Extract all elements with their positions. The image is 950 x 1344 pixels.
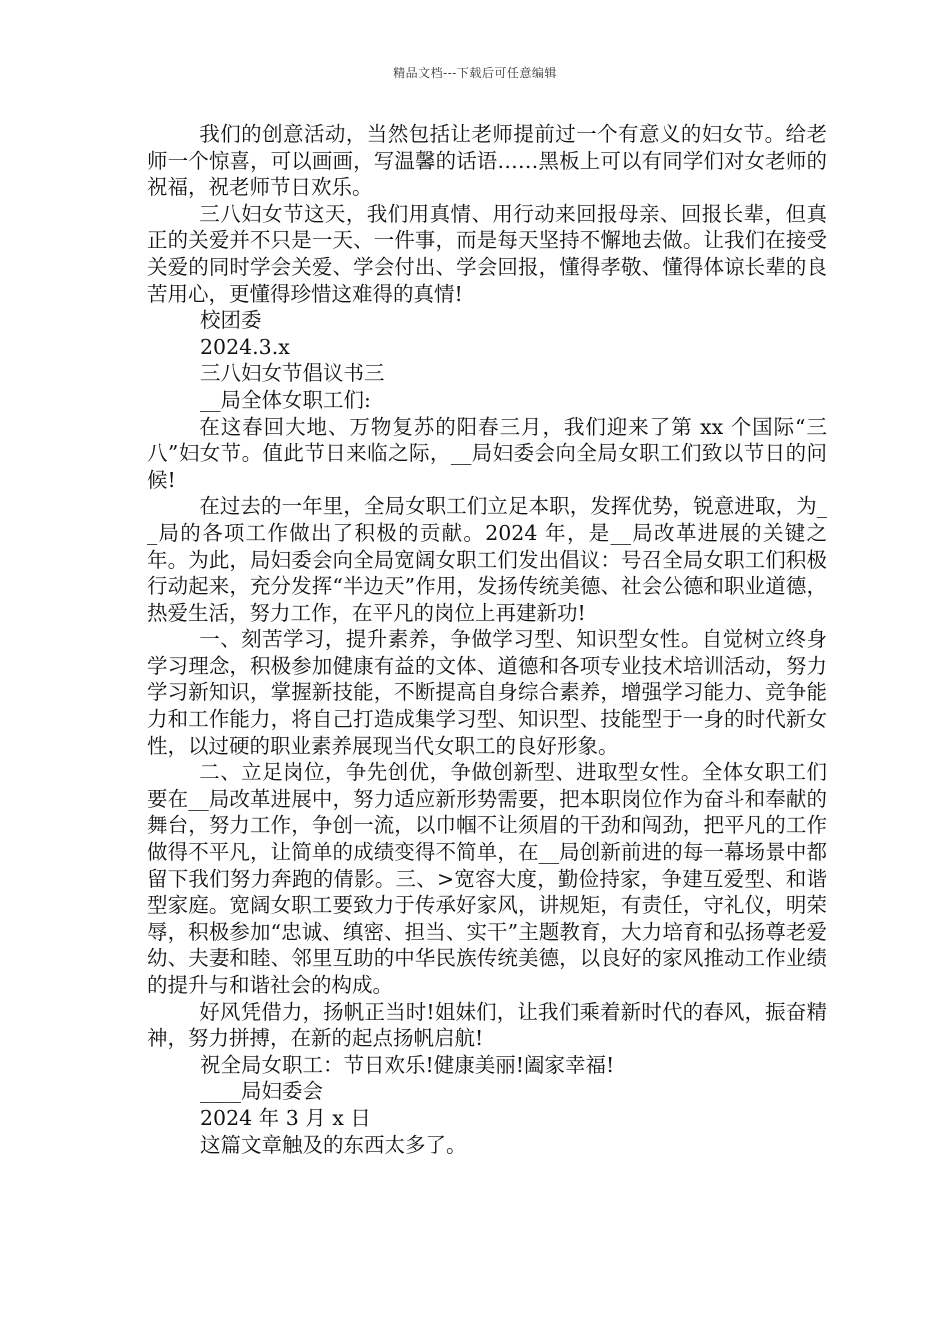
paragraph-point-one: 一、刻苦学习，提升素养，争做学习型、知识型女性。自觉树立终身学习理念，积极参加健康有益的文体、道德和各项专业技术培训活动，努力学习新知识，掌握新技能，不断提高自身综合素养，增强学习能力、竞争能力和工作能力，将自己打造成集学习型、知识型、技能型于一身的时代新女性，以过硬的职业素养展现当代女职工的良好形象。 <box>147 627 827 758</box>
paragraph-spring-greeting: 在这春回大地、万物复苏的阳春三月，我们迎来了第 xx 个国际“三八”妇女节。值此节日来临之际，__局妇委会向全局女职工们致以节日的问候! <box>147 414 827 492</box>
paragraph-creative-activity: 我们的创意活动，当然包括让老师提前过一个有意义的妇女节。给老师一个惊喜，可以画画，写温馨的话语……黑板上可以有同学们对女老师的祝福，祝老师节日欢乐。 <box>147 122 827 200</box>
paragraph-past-year: 在过去的一年里，全局女职工们立足本职，发挥优势，锐意进取，为__局的各项工作做出了积极的贡献。2024 年，是__局改革进展的关键之年。为此，局妇委会向全局宽阔女职工们发出倡议：号召全局女职工们积极行动起来，充分发挥“半边天”作用，发扬传统美德、社会公德和职业道德，热爱生活，努力工作，在平凡的岗位上再建新功! <box>147 494 827 625</box>
paragraph-point-two-three: 二、立足岗位，争先创优，争做创新型、进取型女性。全体女职工们要在__局改革进展中，努力适应新形势需要，把本职岗位作为奋斗和奉献的舞台，努力工作，争创一流，以巾帼不让须眉的干劲和闯劲，把平凡的工作做得不平凡，让简单的成绩变得不简单，在__局创新前进的每一幕场景中都留下我们努力奔跑的倩影。三、>宽容大度，勤俭持家，争建互爱型、和谐型家庭。宽阔女职工要致力于传承好家风，讲规矩，有责任，守礼仪，明荣辱，积极参加“忠诚、缜密、担当、实干”主题教育，大力培育和弘扬尊老爱幼、夫妻和睦、邻里互助的中华民族传统美德，以良好的家风推动工作业绩的提升与和谐社会的构成。 <box>147 760 827 997</box>
greeting: __局全体女职工们: <box>200 387 371 412</box>
closing-remark: 这篇文章触及的东西太多了。 <box>200 1132 467 1157</box>
date-bureau-committee: 2024 年 3 月 x 日 <box>200 1105 371 1130</box>
page-header: 精品文档---下载后可任意编辑 <box>393 66 557 80</box>
holiday-wish: 祝全局女职工：节日欢乐!健康美丽!阖家幸福! <box>200 1052 615 1077</box>
paragraph-womens-day-care: 三八妇女节这天，我们用真情、用行动来回报母亲、回报长辈，但真正的关爱并不只是一天、一件事，而是每天坚持不懈地去做。让我们在接受关爱的同时学会关爱、学会付出、学会回报，懂得孝敬、懂得体谅长辈的良苦用心，更懂得珍惜这难得的真情! <box>147 201 827 306</box>
date-school-league: 2024.3.x <box>200 334 290 359</box>
paragraph-call-to-action: 好风凭借力，扬帆正当时!姐妹们，让我们乘着新时代的春风，振奋精神，努力拼搏，在新的起点扬帆启航! <box>147 999 827 1051</box>
signature-bureau-committee: ____局妇委会 <box>200 1079 323 1104</box>
signature-school-league: 校团委 <box>200 308 262 333</box>
proposal-title: 三八妇女节倡议书三 <box>200 361 385 386</box>
document-body <box>147 121 827 1158</box>
